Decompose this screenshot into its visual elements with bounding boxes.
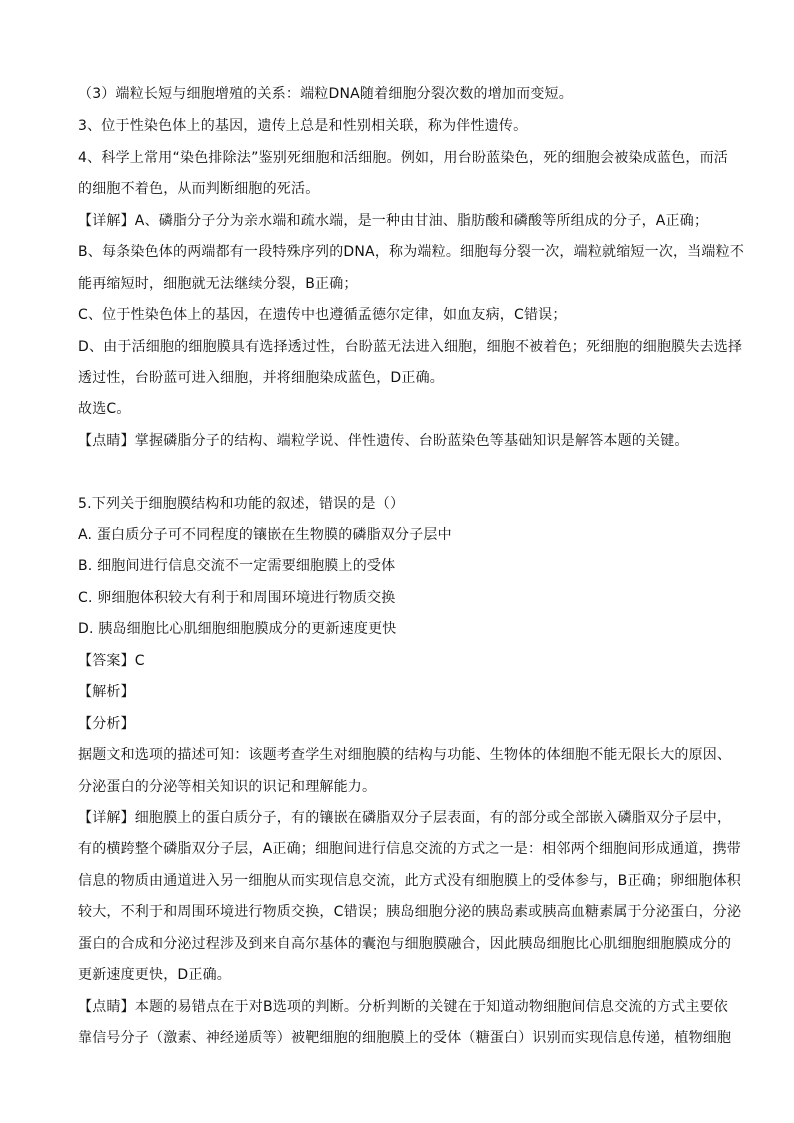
analysis-text-line-1: 据题文和选项的描述可知：该题考查学生对细胞膜的结构与功能、生物体的体细胞不能无限长大的原因、 bbox=[78, 747, 732, 763]
dye-exclusion-note-line-2: 的细胞不着色，从而判断细胞的死活。 bbox=[78, 181, 320, 197]
sex-linked-inheritance-note: 3、位于性染色体上的基因，遗传上总是和性别相关联，称为伴性遗传。 bbox=[78, 118, 528, 134]
analysis-heading: 【解析】 bbox=[78, 684, 135, 700]
detailed-explanation-line-3: 信息的物质由通道进入另一细胞从而实现信息交流，此方式没有细胞膜上的受体参与，B正确；卵细胞体积 bbox=[78, 873, 742, 889]
dye-exclusion-note-line-1: 4、科学上常用“染色排除法”鉴别死细胞和活细胞。例如，用台盼蓝染色，死的细胞会被染成蓝色，而活 bbox=[78, 150, 728, 166]
explanation-option-a: 【详解】A、磷脂分子分为亲水端和疏水端，是一种由甘油、脂肪酸和磷酸等所组成的分子，A正确； bbox=[78, 213, 709, 229]
key-point-line-2: 靠信号分子（激素、神经递质等）被靶细胞的细胞膜上的受体（糖蛋白）识别而实现信息传递，植物细胞 bbox=[78, 1030, 732, 1046]
detailed-explanation-line-4: 较大，不利于和周围环境进行物质交换，C错误；胰岛细胞分泌的胰岛素或胰高血糖素属于分泌蛋白，分泌 bbox=[78, 904, 742, 920]
explanation-option-d-line-2: 透过性，台盼蓝可进入细胞，并将细胞染成蓝色，D正确。 bbox=[78, 370, 444, 386]
detailed-explanation-line-1: 【详解】细胞膜上的蛋白质分子，有的镶嵌在磷脂双分子层表面，有的部分或全部嵌入磷脂双分子层中， bbox=[78, 810, 732, 826]
telomere-length-note: （3）端粒长短与细胞增殖的关系：端粒DNA随着细胞分裂次数的增加而变短。 bbox=[78, 86, 573, 102]
analysis-text-line-2: 分泌蛋白的分泌等相关知识的识记和理解能力。 bbox=[78, 779, 377, 795]
explanation-option-b-line-1: B、每条染色体的两端都有一段特殊序列的DNA，称为端粒。细胞每分裂一次，端粒就缩短一次，当端粒不 bbox=[78, 244, 745, 260]
question-5-option-b: B. 细胞间进行信息交流不一定需要细胞膜上的受体 bbox=[78, 558, 396, 574]
question-5-option-a: A. 蛋白质分子可不同程度的镶嵌在生物膜的磷脂双分子层中 bbox=[78, 527, 452, 543]
key-point-note: 【点睛】掌握磷脂分子的结构、端粒学说、伴性遗传、台盼蓝染色等基础知识是解答本题的关键。 bbox=[78, 433, 689, 449]
explanation-option-d-line-1: D、由于活细胞的细胞膜具有选择透过性，台盼蓝无法进入细胞，细胞不被着色；死细胞的细胞膜失去选择 bbox=[78, 339, 743, 355]
analysis-subheading: 【分析】 bbox=[78, 716, 135, 732]
question-5-option-c: C. 卵细胞体积较大有利于和周围环境进行物质交换 bbox=[78, 590, 396, 606]
explanation-option-c: C、位于性染色体上的基因，在遗传中也遵循孟德尔定律，如血友病，C错误； bbox=[78, 307, 567, 323]
key-point-line-1: 【点睛】本题的易错点在于对B选项的判断。分析判断的关键在于知道动物细胞间信息交流的方式主要依 bbox=[78, 999, 728, 1015]
detailed-explanation-line-6: 更新速度更快，D正确。 bbox=[78, 967, 231, 983]
question-5-option-d: D. 胰岛细胞比心肌细胞细胞膜成分的更新速度更快 bbox=[78, 621, 397, 637]
detailed-explanation-line-5: 蛋白的合成和分泌过程涉及到来自高尔基体的囊泡与细胞膜融合，因此胰岛细胞比心肌细胞细胞膜成分的 bbox=[78, 936, 732, 952]
question-5-stem: 5.下列关于细胞膜结构和功能的叙述，错误的是（） bbox=[78, 496, 405, 512]
answer-choice-summary: 故选C。 bbox=[78, 401, 131, 417]
explanation-option-b-line-2: 能再缩短时，细胞就无法继续分裂，B正确； bbox=[78, 276, 358, 292]
detailed-explanation-line-2: 有的横跨整个磷脂双分子层，A正确；细胞间进行信息交流的方式之一是：相邻两个细胞间形成通道，携带 bbox=[78, 841, 741, 857]
answer-heading: 【答案】C bbox=[78, 653, 145, 669]
